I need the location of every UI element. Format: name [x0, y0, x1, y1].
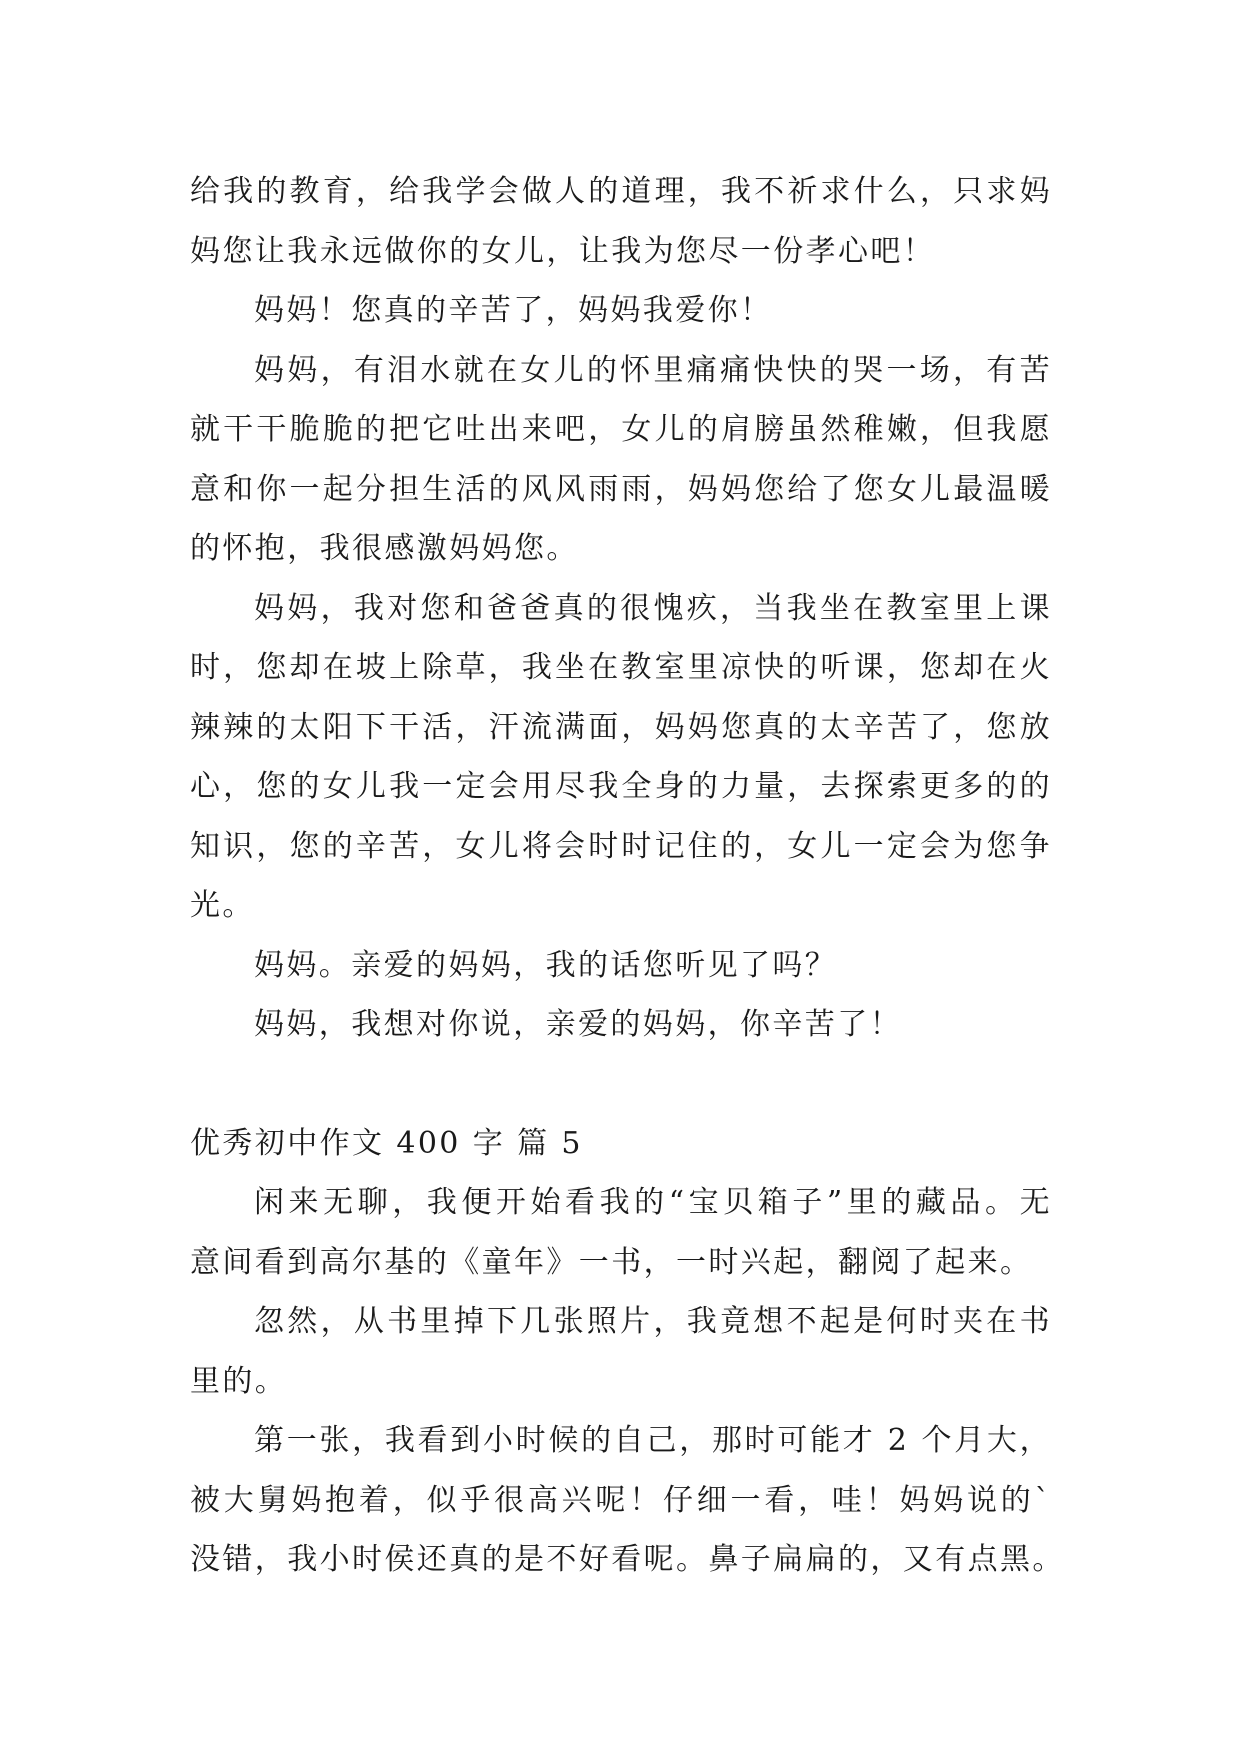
text-line: 被大舅妈抱着，似乎很高兴呢！仔细一看，哇！妈妈说的` [190, 1482, 1052, 1518]
paragraph [190, 1411, 1065, 1590]
text-line: 第一张，我看到小时候的自己，那时可能才 2 个月大， [254, 1423, 1052, 1458]
paragraph [190, 162, 1052, 281]
text-line: 辣辣的太阳下干活，汗流满面，妈妈您真的太辛苦了，您放 [190, 709, 1052, 745]
paragraph [190, 936, 1052, 996]
section-heading: 优秀初中作文 400 字 篇 5 [190, 1125, 583, 1161]
paragraph [190, 341, 1052, 579]
text-line: 意间看到高尔基的《童年》一书，一时兴起，翻阅了起来。 [190, 1244, 1033, 1280]
text-line: 就干干脆脆的把它吐出来吧，女儿的肩膀虽然稚嫩，但我愿 [190, 412, 1052, 447]
text-line: 忽然，从书里掉下几张照片，我竟想不起是何时夹在书 [254, 1304, 1052, 1339]
document-page [190, 162, 1065, 1590]
text-line: 妈您让我永远做你的女儿，让我为您尽一份孝心吧！ [190, 233, 936, 269]
paragraph [190, 281, 1052, 341]
text-line: 妈妈，有泪水就在女儿的怀里痛痛快快的哭一场，有苦 [254, 352, 1052, 388]
paragraph [190, 579, 1052, 936]
text-line: 妈妈，我想对你说，亲爱的妈妈，你辛苦了！ [254, 1007, 902, 1042]
text-line: 闲来无聊，我便开始看我的“宝贝箱子”里的藏品。无 [254, 1185, 1052, 1220]
text-line: 心，您的女儿我一定会用尽我全身的力量，去探索更多的的 [190, 769, 1052, 804]
text-line: 没错，我小时侯还真的是不好看呢。鼻子扁扁的，又有点黑。 [190, 1542, 1065, 1577]
text-line: 里的。 [190, 1363, 288, 1399]
text-line: 妈妈。亲爱的妈妈，我的话您听见了吗？ [254, 947, 838, 983]
text-line: 光。 [190, 888, 255, 923]
text-line: 妈妈！您真的辛苦了，妈妈我爱你！ [254, 293, 773, 328]
text-line: 给我的教育，给我学会做人的道理，我不祈求什么，只求妈 [190, 174, 1052, 209]
text-line: 妈妈，我对您和爸爸真的很愧疚，当我坐在教室里上课 [254, 590, 1052, 626]
paragraph [190, 995, 1052, 1055]
text-line: 的怀抱，我很感激妈妈您。 [190, 531, 579, 566]
text-line: 时，您却在坡上除草，我坐在教室里凉快的听课，您却在火 [190, 650, 1052, 685]
paragraph [190, 1173, 1052, 1292]
text-line: 意和你一起分担生活的风风雨雨，妈妈您给了您女儿最温暖 [190, 471, 1052, 507]
text-line: 知识，您的辛苦，女儿将会时时记住的，女儿一定会为您争 [190, 828, 1052, 864]
paragraph [190, 1292, 1052, 1411]
